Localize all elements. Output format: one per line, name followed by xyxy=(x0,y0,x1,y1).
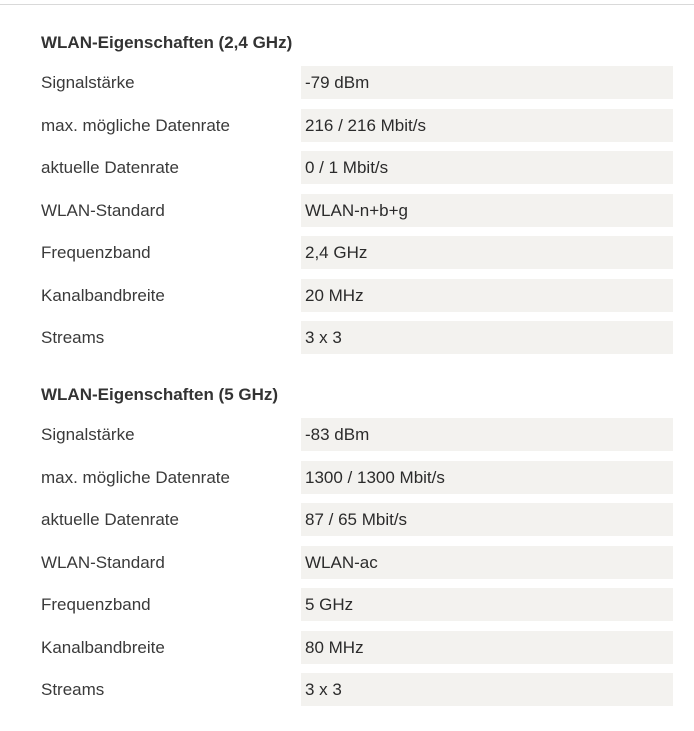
section-title: WLAN-Eigenschaften (2,4 GHz) xyxy=(41,33,293,52)
property-row-streams xyxy=(41,321,673,354)
property-row-frequency-band xyxy=(41,588,673,621)
property-value: WLAN-n+b+g xyxy=(301,194,673,227)
property-label: WLAN-Standard xyxy=(41,552,165,572)
property-label: max. mögliche Datenrate xyxy=(41,467,230,487)
property-row-max-data-rate xyxy=(41,461,673,494)
property-value: 80 MHz xyxy=(301,631,673,664)
property-label: aktuelle Datenrate xyxy=(41,510,179,529)
top-divider xyxy=(0,4,694,5)
property-value: -79 dBm xyxy=(301,66,673,99)
property-row-wlan-standard xyxy=(41,546,673,579)
property-label: max. mögliche Datenrate xyxy=(41,115,230,135)
property-row-current-data-rate xyxy=(41,503,673,536)
property-value: 216 / 216 Mbit/s xyxy=(301,109,673,142)
property-label: Signalstärke xyxy=(41,73,135,92)
wlan-properties-2-4ghz-section xyxy=(41,32,673,354)
property-row-frequency-band xyxy=(41,236,673,269)
section-title: WLAN-Eigenschaften (5 GHz) xyxy=(41,385,279,404)
property-value: 1300 / 1300 Mbit/s xyxy=(301,461,673,494)
property-row-max-data-rate xyxy=(41,109,673,142)
property-label: Streams xyxy=(41,680,105,699)
property-label: Kanalbandbreite xyxy=(41,285,165,305)
property-row-channel-bandwidth xyxy=(41,631,673,664)
property-value: 2,4 GHz xyxy=(301,236,673,269)
property-value: 3 x 3 xyxy=(301,673,673,706)
property-value: 87 / 65 Mbit/s xyxy=(301,503,673,536)
property-value: 0 / 1 Mbit/s xyxy=(301,151,673,184)
wlan-properties-5ghz-section xyxy=(41,384,673,706)
property-value: 3 x 3 xyxy=(301,321,673,354)
property-label: Streams xyxy=(41,328,105,347)
property-row-wlan-standard xyxy=(41,194,673,227)
property-label: Kanalbandbreite xyxy=(41,637,165,657)
property-label: Frequenzband xyxy=(41,595,151,614)
property-row-streams xyxy=(41,673,673,706)
property-value: WLAN-ac xyxy=(301,546,673,579)
property-label: WLAN-Standard xyxy=(41,200,165,220)
property-value: 5 GHz xyxy=(301,588,673,621)
property-row-current-data-rate xyxy=(41,151,673,184)
property-row-signal-strength xyxy=(41,418,673,451)
property-label: Frequenzband xyxy=(41,243,151,262)
property-label: Signalstärke xyxy=(41,425,135,444)
property-label: aktuelle Datenrate xyxy=(41,158,179,177)
property-row-signal-strength xyxy=(41,66,673,99)
property-value: 20 MHz xyxy=(301,279,673,312)
property-value: -83 dBm xyxy=(301,418,673,451)
property-row-channel-bandwidth xyxy=(41,279,673,312)
